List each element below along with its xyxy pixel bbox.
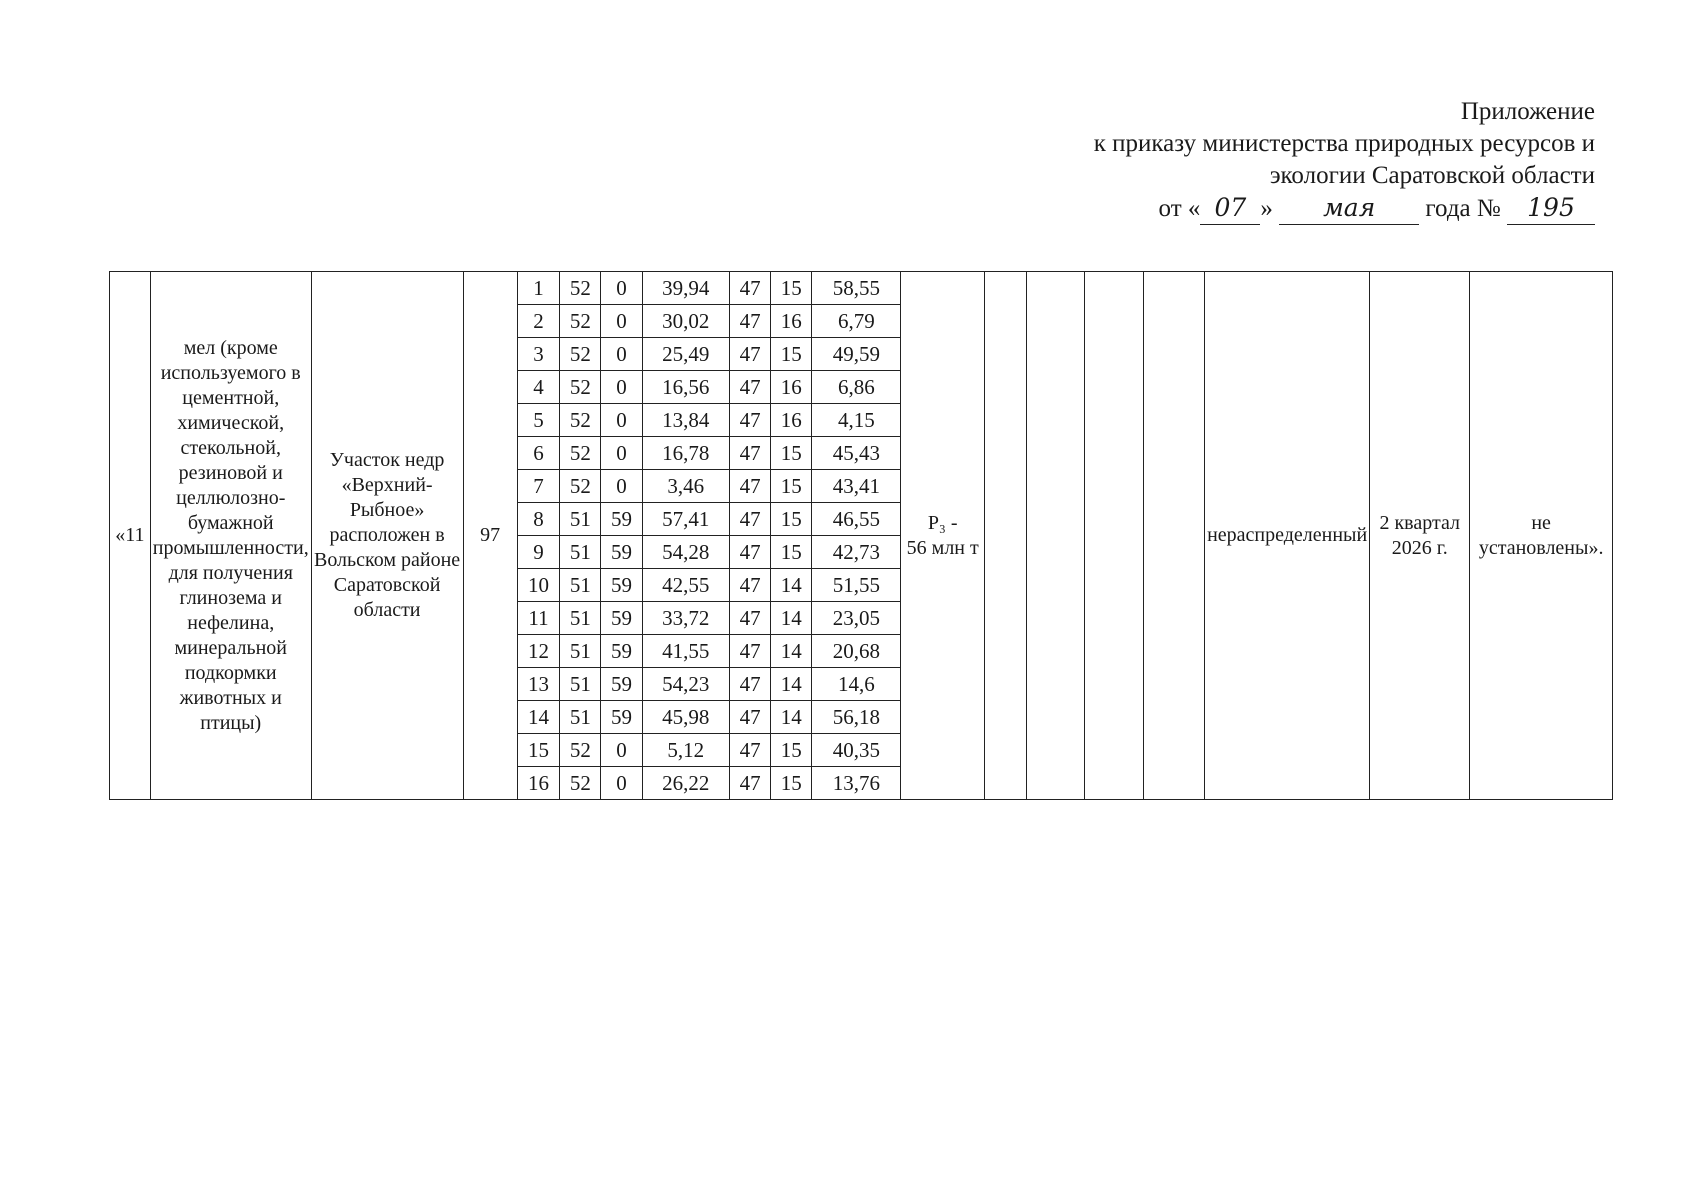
coordinate-row: [518, 569, 901, 602]
date-mid: »: [1260, 195, 1273, 222]
lon-degrees: 47: [730, 701, 771, 734]
resources-category: P₃ -: [927, 511, 958, 534]
lat-seconds: 54,23: [642, 668, 729, 701]
lat-seconds: 45,98: [642, 701, 729, 734]
lon-minutes: 15: [771, 338, 812, 371]
lon-degrees: 47: [730, 371, 771, 404]
order-number: 195: [1507, 192, 1595, 225]
subsoil-table: [109, 271, 1613, 800]
lat-minutes: 0: [601, 272, 642, 305]
lat-degrees: 52: [560, 371, 601, 404]
lat-degrees: 52: [560, 404, 601, 437]
coordinate-row: [518, 404, 901, 437]
lon-minutes: 14: [771, 569, 812, 602]
lat-minutes: 59: [601, 569, 642, 602]
lon-seconds: 45,43: [812, 437, 901, 470]
lon-minutes: 15: [771, 536, 812, 569]
coordinates-cell: [517, 272, 901, 800]
point-number: 16: [518, 767, 560, 800]
lat-degrees: 51: [560, 602, 601, 635]
coordinates-table: [518, 272, 901, 799]
lat-seconds: 16,78: [642, 437, 729, 470]
lat-minutes: 0: [601, 470, 642, 503]
lat-minutes: 59: [601, 668, 642, 701]
lon-seconds: 23,05: [812, 602, 901, 635]
lon-seconds: 49,59: [812, 338, 901, 371]
lon-seconds: 13,76: [812, 767, 901, 800]
point-number: 8: [518, 503, 560, 536]
lon-degrees: 47: [730, 305, 771, 338]
lon-degrees: 47: [730, 635, 771, 668]
lon-degrees: 47: [730, 668, 771, 701]
coordinate-row: [518, 536, 901, 569]
lat-minutes: 0: [601, 371, 642, 404]
lon-degrees: 47: [730, 503, 771, 536]
lon-degrees: 47: [730, 602, 771, 635]
lon-minutes: 16: [771, 305, 812, 338]
point-number: 2: [518, 305, 560, 338]
coordinate-row: [518, 767, 901, 800]
lat-degrees: 51: [560, 668, 601, 701]
lon-minutes: 14: [771, 635, 812, 668]
coordinate-row: [518, 635, 901, 668]
coordinate-row: [518, 701, 901, 734]
lon-seconds: 6,86: [812, 371, 901, 404]
lon-degrees: 47: [730, 404, 771, 437]
lat-minutes: 0: [601, 437, 642, 470]
point-number: 9: [518, 536, 560, 569]
point-number: 12: [518, 635, 560, 668]
empty-cell-4: [1143, 272, 1204, 800]
date-suffix: года №: [1425, 195, 1501, 222]
lon-minutes: 15: [771, 470, 812, 503]
lon-minutes: 15: [771, 437, 812, 470]
lat-seconds: 26,22: [642, 767, 729, 800]
special-conditions: не установлены».: [1470, 272, 1613, 800]
lat-minutes: 0: [601, 767, 642, 800]
coordinate-row: [518, 371, 901, 404]
lat-seconds: 57,41: [642, 503, 729, 536]
date-prefix: от «: [1158, 195, 1201, 222]
lat-minutes: 59: [601, 503, 642, 536]
lat-seconds: 42,55: [642, 569, 729, 602]
coordinate-row: [518, 272, 901, 305]
lat-seconds: 13,84: [642, 404, 729, 437]
lat-seconds: 5,12: [642, 734, 729, 767]
lon-seconds: 42,73: [812, 536, 901, 569]
lon-minutes: 16: [771, 371, 812, 404]
lon-minutes: 15: [771, 503, 812, 536]
lon-degrees: 47: [730, 470, 771, 503]
table-row: [110, 272, 1613, 800]
lon-degrees: 47: [730, 338, 771, 371]
lat-seconds: 16,56: [642, 371, 729, 404]
appendix-title: Приложение: [1460, 98, 1595, 125]
lon-degrees: 47: [730, 767, 771, 800]
empty-cell-1: [985, 272, 1027, 800]
point-number: 13: [518, 668, 560, 701]
date-month: мая: [1279, 192, 1419, 225]
point-number: 10: [518, 569, 560, 602]
lat-degrees: 52: [560, 338, 601, 371]
coordinate-row: [518, 734, 901, 767]
mineral-type: мел (кроме используемого в цементной, химической, стекольной, резиновой и целлюлозно-бумажной промышленности, для получения глинозема и нефелина, минеральной подкормки животных и птицы): [150, 272, 311, 800]
lat-minutes: 0: [601, 404, 642, 437]
row-index: «11: [110, 272, 151, 800]
lat-minutes: 0: [601, 734, 642, 767]
coordinate-row: [518, 305, 901, 338]
coordinate-row: [518, 437, 901, 470]
lon-seconds: 14,6: [812, 668, 901, 701]
lon-degrees: 47: [730, 272, 771, 305]
empty-cell-3: [1085, 272, 1143, 800]
lon-seconds: 58,55: [812, 272, 901, 305]
lat-seconds: 30,02: [642, 305, 729, 338]
site-area: 97: [463, 272, 517, 800]
lat-degrees: 52: [560, 305, 601, 338]
lat-degrees: 51: [560, 635, 601, 668]
order-date-line: [1094, 192, 1595, 225]
coordinate-row: [518, 338, 901, 371]
lon-degrees: 47: [730, 536, 771, 569]
lon-seconds: 43,41: [812, 470, 901, 503]
lat-degrees: 52: [560, 437, 601, 470]
lon-seconds: 6,79: [812, 305, 901, 338]
lon-minutes: 15: [771, 272, 812, 305]
lon-minutes: 16: [771, 404, 812, 437]
lat-seconds: 54,28: [642, 536, 729, 569]
lat-seconds: 25,49: [642, 338, 729, 371]
lat-seconds: 39,94: [642, 272, 729, 305]
lon-seconds: 20,68: [812, 635, 901, 668]
lat-seconds: 33,72: [642, 602, 729, 635]
lat-minutes: 0: [601, 338, 642, 371]
empty-cell-2: [1026, 272, 1084, 800]
lat-degrees: 51: [560, 536, 601, 569]
lat-degrees: 52: [560, 767, 601, 800]
lon-seconds: 51,55: [812, 569, 901, 602]
distribution-status: нераспределенный: [1205, 272, 1370, 800]
ministry-name: экологии Саратовской области: [1269, 162, 1595, 189]
lon-degrees: 47: [730, 437, 771, 470]
coordinate-row: [518, 602, 901, 635]
coordinate-row: [518, 668, 901, 701]
site-location: Участок недр «Верхний-Рыбное» расположен в Вольском районе Саратовской области: [311, 272, 463, 800]
lat-degrees: 51: [560, 503, 601, 536]
lat-degrees: 51: [560, 569, 601, 602]
date-day: 07: [1200, 192, 1260, 225]
lat-minutes: 59: [601, 602, 642, 635]
lat-minutes: 59: [601, 701, 642, 734]
lat-degrees: 52: [560, 470, 601, 503]
point-number: 6: [518, 437, 560, 470]
lat-seconds: 41,55: [642, 635, 729, 668]
lat-minutes: 0: [601, 305, 642, 338]
lon-seconds: 4,15: [812, 404, 901, 437]
point-number: 11: [518, 602, 560, 635]
point-number: 5: [518, 404, 560, 437]
lon-seconds: 56,18: [812, 701, 901, 734]
point-number: 3: [518, 338, 560, 371]
point-number: 15: [518, 734, 560, 767]
lon-minutes: 15: [771, 734, 812, 767]
lon-minutes: 14: [771, 602, 812, 635]
lat-minutes: 59: [601, 536, 642, 569]
point-number: 14: [518, 701, 560, 734]
lat-minutes: 59: [601, 635, 642, 668]
lat-degrees: 51: [560, 701, 601, 734]
lat-seconds: 3,46: [642, 470, 729, 503]
resources-value: 56 млн т: [906, 536, 979, 559]
lon-minutes: 14: [771, 701, 812, 734]
resources-cell: [901, 272, 985, 800]
coordinate-row: [518, 470, 901, 503]
lon-seconds: 40,35: [812, 734, 901, 767]
lon-degrees: 47: [730, 734, 771, 767]
lon-seconds: 46,55: [812, 503, 901, 536]
order-reference: к приказу министерства природных ресурсов и: [1093, 130, 1595, 157]
point-number: 7: [518, 470, 560, 503]
coordinate-row: [518, 503, 901, 536]
lon-minutes: 15: [771, 767, 812, 800]
lat-degrees: 52: [560, 734, 601, 767]
document-header: [1094, 96, 1595, 225]
auction-period: 2 квартал 2026 г.: [1370, 272, 1470, 800]
lat-degrees: 52: [560, 272, 601, 305]
point-number: 4: [518, 371, 560, 404]
lon-minutes: 14: [771, 668, 812, 701]
lon-degrees: 47: [730, 569, 771, 602]
point-number: 1: [518, 272, 560, 305]
